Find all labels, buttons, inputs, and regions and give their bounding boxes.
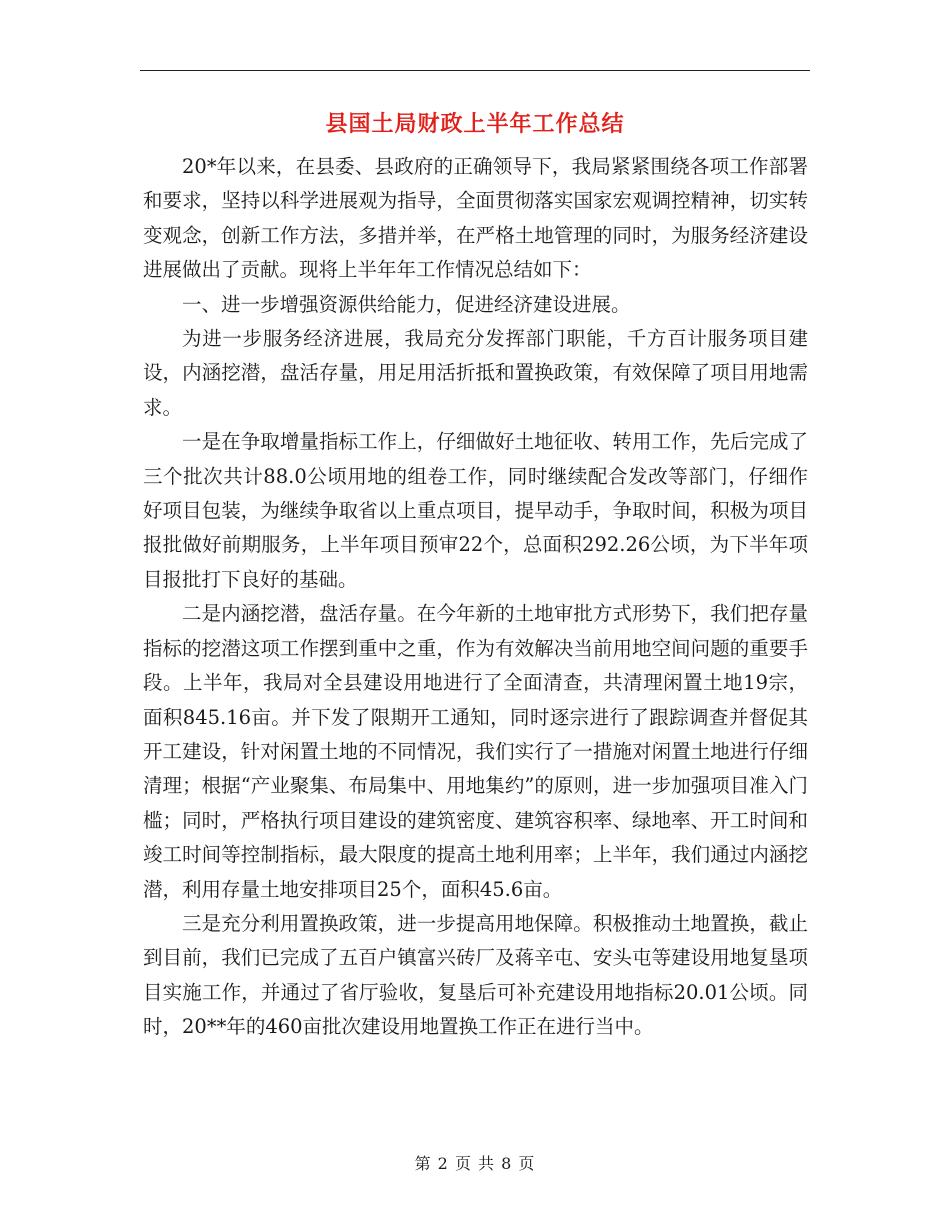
paragraph-point-2: 二是内涵挖潜，盘活存量。在今年新的土地审批方式形势下，我们把存量指标的挖潜这项工作摆到重中之重，作为有效解决当前用地空间问题的重要手段。上半年，我局对全县建设用地进行了全面清查，共清理闲置土地19宗，面积845.16亩。并下发了限期开工通知，同时逐宗进行了跟踪调查并督促其开工建设，针对闲置土地的不同情况，我们实行了一措施对闲置土地进行仔细清理；根据“产业聚集、布局集中、用地集约”的原则，进一步加强项目准入门槛；同时，严格执行项目建设的建筑密度、建筑容积率、绿地率、开工时间和竣工时间等控制指标，最大限度的提高土地利用率；上半年，我们通过内涵挖潜，利用存量土地安排项目25个，面积45.6亩。: [143, 602, 808, 901]
document-body: [143, 150, 808, 1045]
paragraph-point-3: 三是充分利用置换政策，进一步提高用地保障。积极推动土地置换，截止到目前，我们已完成了五百户镇富兴砖厂及蒋辛屯、安头屯等建设用地复垦项目实施工作，并通过了省厅验收，复垦后可补充建设用地指标20.01公顷。同时，20**年的460亩批次建设用地置换工作正在进行当中。: [143, 911, 808, 1039]
header-rule: [140, 70, 810, 71]
paragraph-intro: 20*年以来，在县委、县政府的正确领导下，我局紧紧围绕各项工作部署和要求，坚持以科学进展观为指导，全面贯彻落实国家宏观调控精神，切实转变观念，创新工作方法，多措并举，在严格土地管理的同时，为服务经济建设进展做出了贡献。现将上半年年工作情况总结如下：: [143, 155, 808, 282]
page-number-footer: 第 2 页 共 8 页: [414, 1154, 536, 1173]
document-title: 县国土局财政上半年工作总结: [325, 111, 625, 137]
section-heading-1: 一、进一步增强资源供给能力，促进经济建设进展。: [182, 292, 631, 316]
paragraph-section-1-overview: 为进一步服务经济进展，我局充分发挥部门职能，千方百计服务项目建设，内涵挖潜，盘活存量，用足用活折抵和置换政策，有效保障了项目用地需求。: [143, 327, 808, 419]
paragraph-point-1: 一是在争取增量指标工作上，仔细做好土地征收、转用工作，先后完成了三个批次共计88.0公顷用地的组卷工作，同时继续配合发改等部门，仔细作好项目包装，为继续争取省以上重点项目，提早动手，争取时间，积极为项目报批做好前期服务，上半年项目预审22个，总面积292.26公顷，为下半年项目报批打下良好的基础。: [143, 430, 808, 591]
